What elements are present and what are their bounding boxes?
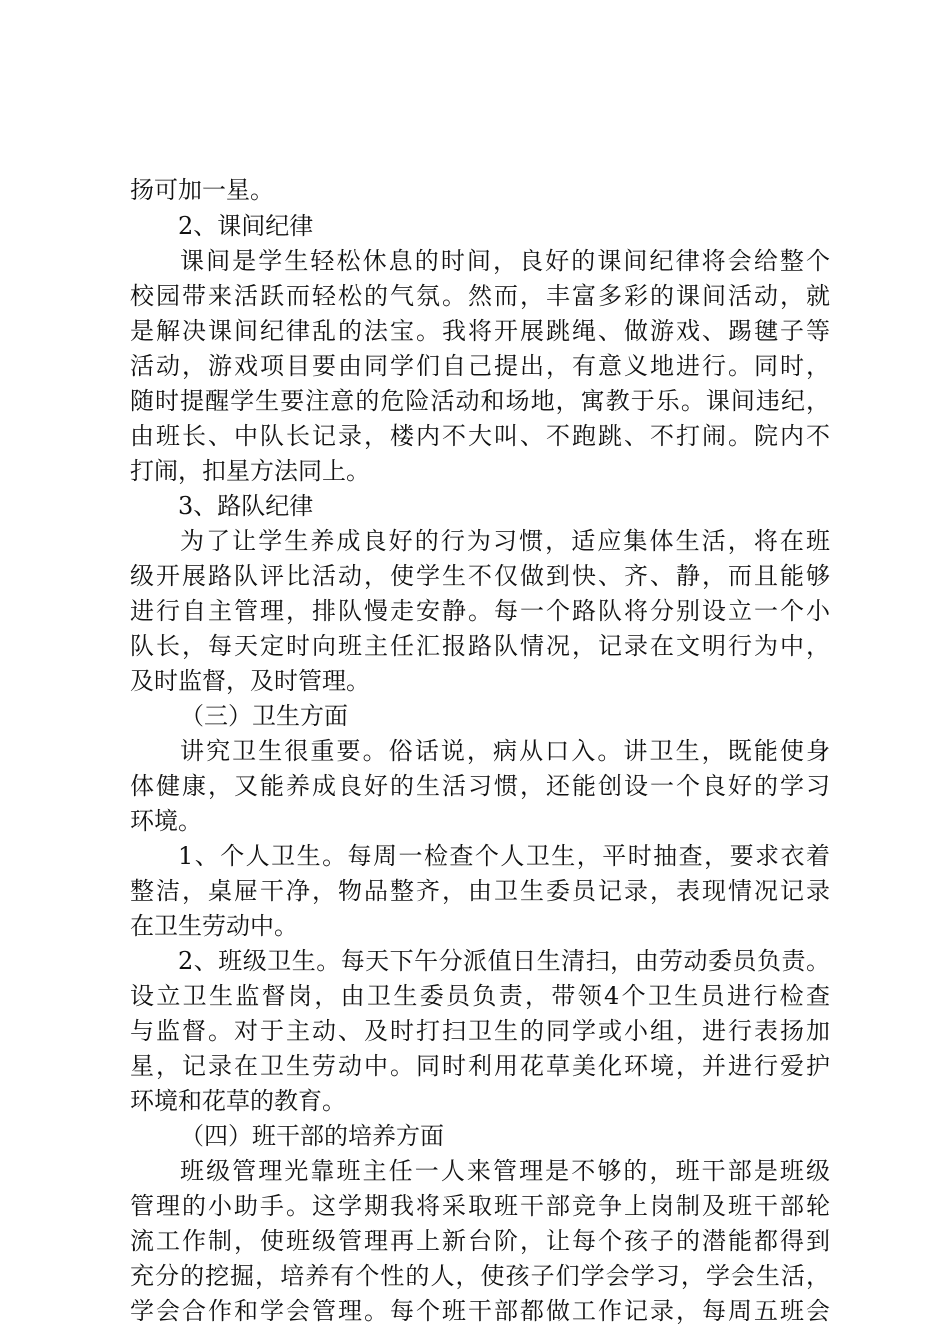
text-line: 队长，每天定时向班主任汇报路队情况，记录在文明行为中，: [130, 632, 830, 660]
section-heading: （四）班干部的培养方面: [180, 1122, 444, 1150]
text-line: 由班长、中队长记录，楼内不大叫、不跑跳、不打闹。院内不: [130, 422, 830, 450]
text-line: 校园带来活跃而轻松的气氛。然而，丰富多彩的课间活动，就: [130, 282, 830, 310]
text-line: 环境和花草的教育。: [130, 1087, 346, 1115]
text-line: 进行自主管理，排队慢走安静。每一个路队将分别设立一个小: [130, 597, 830, 625]
text-line: 1、个人卫生。每周一检查个人卫生，平时抽查，要求衣着: [178, 842, 830, 870]
text-line: 充分的挖掘，培养有个性的人，使孩子们学会学习，学会生活，: [130, 1262, 830, 1290]
text-line: 及时监督，及时管理。: [130, 667, 370, 695]
text-line: 星，记录在卫生劳动中。同时利用花草美化环境，并进行爱护: [130, 1052, 830, 1080]
text-line: 打闹，扣星方法同上。: [130, 457, 370, 485]
text-line: 学会合作和学会管理。每个班干部都做工作记录，每周五班会: [130, 1297, 830, 1325]
text-line: 班级管理光靠班主任一人来管理是不够的，班干部是班级: [180, 1157, 830, 1185]
text-line: 为了让学生养成良好的行为习惯，适应集体生活，将在班: [180, 527, 830, 555]
text-line: 随时提醒学生要注意的危险活动和场地，寓教于乐。课间违纪，: [130, 387, 830, 415]
text-line: 体健康，又能养成良好的生活习惯，还能创设一个良好的学习: [130, 772, 830, 800]
text-line: 扬可加一星。: [130, 176, 274, 204]
text-line: 2、班级卫生。每天下午分派值日生清扫，由劳动委员负责。: [178, 947, 830, 975]
text-line: 讲究卫生很重要。俗话说，病从口入。讲卫生，既能使身: [180, 737, 830, 765]
text-line: 与监督。对于主动、及时打扫卫生的同学或小组，进行表扬加: [130, 1017, 830, 1045]
text-line: 是解决课间纪律乱的法宝。我将开展跳绳、做游戏、踢毽子等: [130, 317, 830, 345]
text-line: 课间是学生轻松休息的时间，良好的课间纪律将会给整个: [180, 247, 830, 275]
text-line: 设立卫生监督岗，由卫生委员负责，带领4个卫生员进行检查: [130, 982, 830, 1010]
text-line: 环境。: [130, 807, 202, 835]
section-heading: （三）卫生方面: [180, 702, 348, 730]
text-line: 整洁，桌屉干净，物品整齐，由卫生委员记录，表现情况记录: [130, 877, 830, 905]
text-line: 管理的小助手。这学期我将采取班干部竞争上岗制及班干部轮: [130, 1192, 830, 1220]
text-line: 级开展路队评比活动，使学生不仅做到快、齐、静，而且能够: [130, 562, 830, 590]
section-heading: 3、路队纪律: [178, 492, 314, 520]
text-line: 流工作制，使班级管理再上新台阶，让每个孩子的潜能都得到: [130, 1227, 830, 1255]
section-heading: 2、课间纪律: [178, 212, 314, 240]
text-line: 在卫生劳动中。: [130, 912, 298, 940]
text-line: 活动，游戏项目要由同学们自己提出，有意义地进行。同时，: [130, 352, 830, 380]
